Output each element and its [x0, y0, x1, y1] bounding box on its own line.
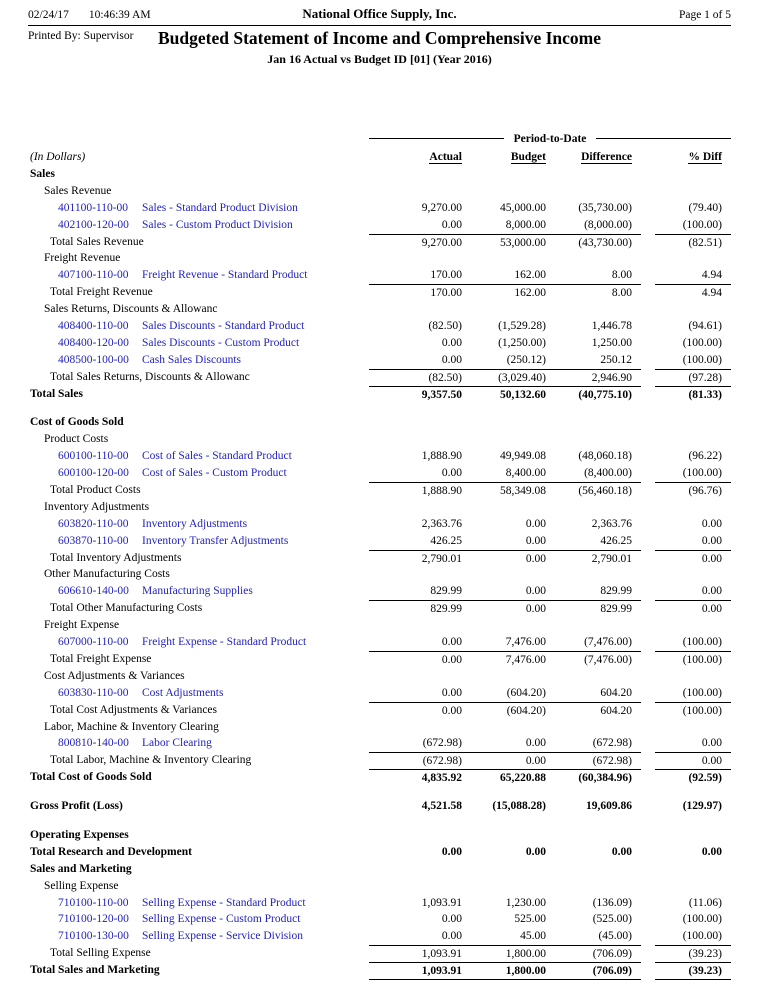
- table-row: [28, 499, 731, 516]
- table-header: [28, 131, 731, 166]
- value-cell: 2,363.76: [591, 517, 632, 530]
- value-cell: (11.06): [688, 896, 722, 909]
- value-cell: (100.00): [682, 686, 722, 699]
- value-cell: (706.09): [555, 962, 641, 979]
- value-cell: 19,609.86: [586, 800, 632, 813]
- value-cell: (100.00): [655, 702, 731, 719]
- report-subtitle: Jan 16 Actual vs Budget ID [01] (Year 2016): [267, 52, 492, 66]
- value-cell: (672.98): [422, 737, 462, 750]
- value-cell: 1,093.91: [369, 945, 471, 962]
- row-label: Sales Returns, Discounts & Allowanc: [44, 303, 218, 316]
- row-label: Total Other Manufacturing Costs: [50, 602, 203, 615]
- value-cell: [471, 979, 555, 984]
- table-row: [28, 414, 731, 431]
- value-cell: (15,088.28): [492, 800, 546, 813]
- value-cell: (100.00): [682, 336, 722, 349]
- value-cell: [369, 979, 471, 984]
- print-datetime: [28, 9, 253, 21]
- table-row: [28, 798, 731, 815]
- table-row: [28, 769, 731, 786]
- value-cell: 250.12: [600, 353, 632, 366]
- value-cell: 4.94: [701, 269, 722, 282]
- account-number-link[interactable]: 407100-110-00: [58, 269, 129, 282]
- value-cell: (92.59): [655, 769, 731, 786]
- table-row: [28, 719, 731, 736]
- value-cell: 0.00: [441, 336, 462, 349]
- spacer-row: [28, 815, 731, 827]
- table-row: [28, 284, 731, 301]
- value-cell: (39.23): [655, 945, 731, 962]
- value-cell: 0.00: [441, 353, 462, 366]
- value-cell: (45.00): [598, 930, 632, 943]
- row-label: Total Freight Revenue: [50, 286, 153, 299]
- account-description-link[interactable]: Selling Expense - Standard Product: [142, 896, 306, 909]
- value-cell: 2,363.76: [421, 517, 462, 530]
- value-cell: 1,250.00: [591, 336, 632, 349]
- row-label: Freight Revenue: [44, 252, 121, 265]
- table-row: [28, 945, 731, 962]
- value-cell: 65,220.88: [471, 769, 555, 786]
- value-cell: (82.50): [428, 320, 462, 333]
- value-cell: 0.00: [525, 517, 546, 530]
- account-description-link[interactable]: Selling Expense - Service Division: [142, 930, 303, 943]
- column-header-row: [28, 148, 731, 166]
- account-description-link[interactable]: Freight Expense - Standard Product: [142, 636, 307, 649]
- value-cell: (48,060.18): [578, 450, 632, 463]
- value-cell: 9,357.50: [369, 386, 471, 403]
- value-cell: 604.20: [600, 686, 632, 699]
- account-row-label: [28, 911, 369, 928]
- account-description-link[interactable]: Sales - Standard Product Division: [142, 201, 298, 214]
- account-description-link[interactable]: Sales Discounts - Standard Product: [142, 320, 305, 333]
- value-cell: 0.00: [471, 550, 555, 567]
- value-cell: 426.25: [430, 534, 462, 547]
- table-row: [28, 431, 731, 448]
- table-row: [28, 911, 731, 928]
- value-cell: 0.00: [701, 737, 722, 750]
- row-label: Freight Expense: [44, 619, 120, 632]
- value-cell: (100.00): [682, 218, 722, 231]
- row-label: Total Cost of Goods Sold: [30, 771, 152, 784]
- table-row: [28, 234, 731, 251]
- account-number-link[interactable]: 600100-110-00: [58, 450, 129, 463]
- value-cell: (8,400.00): [584, 467, 632, 480]
- account-number-link[interactable]: 800810-140-00: [58, 737, 129, 750]
- value-cell: 1,800.00: [471, 945, 555, 962]
- print-date: 02/24/17: [28, 9, 69, 21]
- value-cell: (56,460.18): [555, 482, 641, 499]
- header-divider: [28, 25, 731, 26]
- account-row-label: [28, 318, 369, 335]
- account-number-link[interactable]: 408400-120-00: [58, 336, 129, 349]
- row-label: Inventory Adjustments: [44, 500, 150, 513]
- value-cell: (40,775.10): [555, 386, 641, 403]
- page-number: Page 1 of 5: [678, 9, 731, 21]
- spacer-row: [28, 402, 731, 414]
- table-row: [28, 861, 731, 878]
- account-description-link[interactable]: Manufacturing Supplies: [142, 585, 253, 598]
- value-cell: (97.28): [655, 369, 731, 386]
- table-row: [28, 617, 731, 634]
- row-label: Total Inventory Adjustments: [50, 551, 182, 564]
- table-row: [28, 386, 731, 403]
- value-cell: [655, 979, 731, 984]
- row-label: Total Sales Revenue: [50, 235, 144, 248]
- row-label: Gross Profit (Loss): [30, 800, 123, 813]
- value-cell: (672.98): [555, 752, 641, 769]
- table-row: [28, 369, 731, 386]
- value-cell: (79.40): [688, 201, 722, 214]
- value-cell: 9,270.00: [369, 234, 471, 251]
- ptd-rule-left: [369, 138, 504, 139]
- table-row: [28, 200, 731, 217]
- value-cell: 2,946.90: [555, 369, 641, 386]
- table-row: [28, 533, 731, 550]
- value-cell: 170.00: [369, 284, 471, 301]
- account-number-link[interactable]: 603870-110-00: [58, 534, 129, 547]
- report-header-row: [28, 6, 731, 22]
- value-cell: (706.09): [555, 945, 641, 962]
- table-row: [28, 217, 731, 234]
- value-cell: 0.00: [441, 845, 462, 858]
- value-cell: 7,476.00: [471, 651, 555, 668]
- value-cell: 8,000.00: [505, 218, 546, 231]
- value-cell: 1,888.90: [421, 450, 462, 463]
- table-row: [28, 465, 731, 482]
- value-cell: 829.99: [555, 600, 641, 617]
- value-cell: 45,000.00: [500, 201, 546, 214]
- value-cell: 0.00: [441, 930, 462, 943]
- account-row-label: [28, 533, 369, 550]
- table-row: [28, 318, 731, 335]
- value-cell: (129.97): [682, 800, 722, 813]
- value-cell: (39.23): [655, 962, 731, 979]
- account-description-link[interactable]: Sales Discounts - Custom Product: [142, 336, 300, 349]
- account-row-label: [28, 516, 369, 533]
- value-cell: 0.00: [441, 636, 462, 649]
- account-description-link[interactable]: Selling Expense - Custom Product: [142, 913, 301, 926]
- value-cell: 0.00: [701, 845, 722, 858]
- table-row: [28, 600, 731, 617]
- table-row: [28, 735, 731, 752]
- account-number-link[interactable]: 710100-110-00: [58, 896, 129, 909]
- value-cell: 0.00: [441, 686, 462, 699]
- row-label: Labor, Machine & Inventory Clearing: [44, 720, 219, 733]
- value-cell: (3,029.40): [471, 369, 555, 386]
- value-cell: 1,093.91: [369, 962, 471, 979]
- column-header-pct-diff: % Diff: [688, 151, 722, 163]
- column-header-difference: Difference: [581, 151, 632, 163]
- row-label: Total Sales Returns, Discounts & Allowanc: [50, 370, 250, 383]
- row-label: Operating Expenses: [30, 828, 129, 841]
- value-cell: 1,888.90: [369, 482, 471, 499]
- value-cell: 50,132.60: [471, 386, 555, 403]
- value-cell: (672.98): [369, 752, 471, 769]
- account-row-label: [28, 685, 369, 702]
- value-cell: (81.33): [655, 386, 731, 403]
- value-cell: (82.50): [369, 369, 471, 386]
- row-label: Total Research and Development: [30, 845, 192, 858]
- period-to-date-header: [369, 131, 731, 146]
- value-cell: (604.20): [506, 686, 546, 699]
- table-row: [28, 352, 731, 369]
- value-cell: (82.51): [655, 234, 731, 251]
- value-cell: 0.00: [655, 600, 731, 617]
- table-row: [28, 634, 731, 651]
- value-cell: (100.00): [682, 353, 722, 366]
- value-cell: 1,446.78: [591, 320, 632, 333]
- table-row: [28, 550, 731, 567]
- table-row: [28, 844, 731, 861]
- value-cell: (100.00): [682, 636, 722, 649]
- value-cell: (525.00): [592, 913, 632, 926]
- table-row: [28, 267, 731, 284]
- account-number-link[interactable]: 401100-110-00: [58, 201, 129, 214]
- table-row: [28, 962, 731, 979]
- table-row: [28, 651, 731, 668]
- account-description-link[interactable]: Cost Adjustments: [142, 686, 224, 699]
- table-row: [28, 685, 731, 702]
- table-row: [28, 183, 731, 200]
- value-cell: (136.09): [592, 896, 632, 909]
- account-row-label: [28, 217, 369, 234]
- value-cell: 2,790.01: [369, 550, 471, 567]
- table-row: [28, 482, 731, 499]
- company-name: National Office Supply, Inc.: [302, 6, 457, 21]
- value-cell: 8.00: [555, 284, 641, 301]
- row-label: Total Labor, Machine & Inventory Clearing: [50, 754, 252, 767]
- row-label: Total Product Costs: [50, 484, 141, 497]
- account-description-link[interactable]: Freight Revenue - Standard Product: [142, 269, 308, 282]
- value-cell: (1,250.00): [498, 336, 546, 349]
- account-row-label: [28, 267, 369, 284]
- title-block: [28, 28, 731, 106]
- table-row: [28, 668, 731, 685]
- table-row: [28, 895, 731, 912]
- value-cell: 0.00: [701, 517, 722, 530]
- account-number-link[interactable]: 402100-120-00: [58, 218, 129, 231]
- row-label: Sales Revenue: [44, 184, 112, 197]
- row-label: Cost of Goods Sold: [30, 416, 124, 429]
- row-label: Total Cost Adjustments & Variances: [50, 703, 217, 716]
- account-number-link[interactable]: 603820-110-00: [58, 517, 129, 530]
- value-cell: (100.00): [655, 651, 731, 668]
- column-header-actual: Actual: [429, 151, 462, 163]
- in-dollars-label: (In Dollars): [30, 151, 86, 163]
- account-row-label: [28, 335, 369, 352]
- value-cell: 0.00: [525, 737, 546, 750]
- value-cell: (7,476.00): [555, 651, 641, 668]
- account-row-label: [28, 735, 369, 752]
- table-row: [28, 928, 731, 945]
- value-cell: 4,521.58: [421, 800, 462, 813]
- row-label: Selling Expense: [44, 879, 119, 892]
- value-cell: 0.00: [525, 845, 546, 858]
- value-cell: (250.12): [506, 353, 546, 366]
- account-row-label: [28, 465, 369, 482]
- account-number-link[interactable]: 710100-130-00: [58, 930, 129, 943]
- table-row: [28, 878, 731, 895]
- account-description-link[interactable]: Cash Sales Discounts: [142, 353, 242, 366]
- row-label: [28, 979, 369, 984]
- period-to-date-label: Period-to-Date: [513, 132, 587, 145]
- value-cell: (43,730.00): [555, 234, 641, 251]
- value-cell: 8.00: [611, 269, 632, 282]
- value-cell: 829.99: [600, 585, 632, 598]
- table-row: [28, 516, 731, 533]
- value-cell: 0.00: [369, 702, 471, 719]
- ptd-rule-right: [596, 138, 731, 139]
- rule-row: [28, 979, 731, 984]
- account-number-link[interactable]: 606610-140-00: [58, 585, 129, 598]
- value-cell: 525.00: [514, 913, 546, 926]
- value-cell: 0.00: [655, 752, 731, 769]
- account-description-link[interactable]: Cost of Sales - Standard Product: [142, 450, 292, 463]
- value-cell: 0.00: [701, 534, 722, 547]
- value-cell: (1,529.28): [498, 320, 546, 333]
- value-cell: 162.00: [471, 284, 555, 301]
- value-cell: 604.20: [555, 702, 641, 719]
- value-cell: 4.94: [655, 284, 731, 301]
- row-label: Total Sales: [30, 387, 83, 400]
- table-row: [28, 301, 731, 318]
- value-cell: 0.00: [441, 467, 462, 480]
- table-row: [28, 827, 731, 844]
- value-cell: 426.25: [600, 534, 632, 547]
- value-cell: (35,730.00): [578, 201, 632, 214]
- report-rows: [28, 166, 731, 984]
- account-row-label: [28, 352, 369, 369]
- table-row: [28, 166, 731, 183]
- value-cell: 0.00: [525, 534, 546, 547]
- value-cell: 8,400.00: [505, 467, 546, 480]
- value-cell: 1,230.00: [505, 896, 546, 909]
- table-row: [28, 702, 731, 719]
- value-cell: 2,790.01: [555, 550, 641, 567]
- table-row: [28, 752, 731, 769]
- value-cell: 170.00: [430, 269, 462, 282]
- value-cell: 162.00: [514, 269, 546, 282]
- value-cell: (7,476.00): [584, 636, 632, 649]
- value-cell: (100.00): [682, 913, 722, 926]
- column-header-budget: Budget: [510, 151, 546, 163]
- account-number-link[interactable]: 408400-110-00: [58, 320, 129, 333]
- value-cell: [555, 979, 641, 984]
- table-row: [28, 583, 731, 600]
- value-cell: 1,093.91: [421, 896, 462, 909]
- account-description-link[interactable]: Labor Clearing: [142, 737, 212, 750]
- value-cell: (96.22): [688, 450, 722, 463]
- value-cell: 0.00: [471, 600, 555, 617]
- value-cell: 0.00: [441, 913, 462, 926]
- value-cell: 53,000.00: [471, 234, 555, 251]
- account-number-link[interactable]: 600100-120-00: [58, 467, 129, 480]
- row-label: Total Freight Expense: [50, 652, 152, 665]
- value-cell: 0.00: [369, 651, 471, 668]
- value-cell: (100.00): [682, 467, 722, 480]
- account-number-link[interactable]: 603830-110-00: [58, 686, 129, 699]
- account-description-link[interactable]: Cost of Sales - Custom Product: [142, 467, 287, 480]
- value-cell: (604.20): [471, 702, 555, 719]
- value-cell: (96.76): [655, 482, 731, 499]
- value-cell: 7,476.00: [505, 636, 546, 649]
- spacer-row: [28, 786, 731, 798]
- report-title: Budgeted Statement of Income and Comprehensive Income: [158, 28, 601, 48]
- value-cell: (60,384.96): [555, 769, 641, 786]
- row-label: Cost Adjustments & Variances: [44, 669, 185, 682]
- value-cell: 0.00: [441, 218, 462, 231]
- account-row-label: [28, 583, 369, 600]
- table-row: [28, 448, 731, 465]
- value-cell: (100.00): [682, 930, 722, 943]
- table-row: [28, 566, 731, 583]
- value-cell: (8,000.00): [584, 218, 632, 231]
- value-cell: 0.00: [701, 585, 722, 598]
- row-label: Total Selling Expense: [50, 947, 151, 960]
- account-description-link[interactable]: Inventory Adjustments: [142, 517, 248, 530]
- value-cell: (672.98): [592, 737, 632, 750]
- account-row-label: [28, 895, 369, 912]
- row-label: Total Sales and Marketing: [30, 964, 160, 977]
- account-row-label: [28, 634, 369, 651]
- table-row: [28, 250, 731, 267]
- value-cell: 49,949.08: [500, 450, 546, 463]
- row-label: Product Costs: [44, 433, 109, 446]
- value-cell: 829.99: [430, 585, 462, 598]
- row-label: Sales: [30, 168, 55, 180]
- value-cell: (94.61): [688, 320, 722, 333]
- value-cell: 9,270.00: [421, 201, 462, 214]
- account-description-link[interactable]: Inventory Transfer Adjustments: [142, 534, 289, 547]
- row-label: Sales and Marketing: [30, 862, 132, 875]
- value-cell: 0.00: [471, 752, 555, 769]
- table-row: [28, 335, 731, 352]
- account-number-link[interactable]: 607000-110-00: [58, 636, 129, 649]
- value-cell: 4,835.92: [369, 769, 471, 786]
- printed-by-label: Printed By: Supervisor: [28, 30, 134, 42]
- value-cell: 829.99: [369, 600, 471, 617]
- account-number-link[interactable]: 408500-100-00: [58, 353, 129, 366]
- value-cell: 0.00: [525, 585, 546, 598]
- value-cell: 45.00: [520, 930, 546, 943]
- row-label: Other Manufacturing Costs: [44, 568, 170, 581]
- account-row-label: [28, 200, 369, 217]
- value-cell: 0.00: [611, 845, 632, 858]
- account-number-link[interactable]: 710100-120-00: [58, 913, 129, 926]
- print-time: 10:46:39 AM: [88, 9, 151, 21]
- value-cell: 58,349.08: [471, 482, 555, 499]
- value-cell: 0.00: [655, 550, 731, 567]
- account-row-label: [28, 448, 369, 465]
- value-cell: 1,800.00: [471, 962, 555, 979]
- account-row-label: [28, 928, 369, 945]
- account-description-link[interactable]: Sales - Custom Product Division: [142, 218, 293, 231]
